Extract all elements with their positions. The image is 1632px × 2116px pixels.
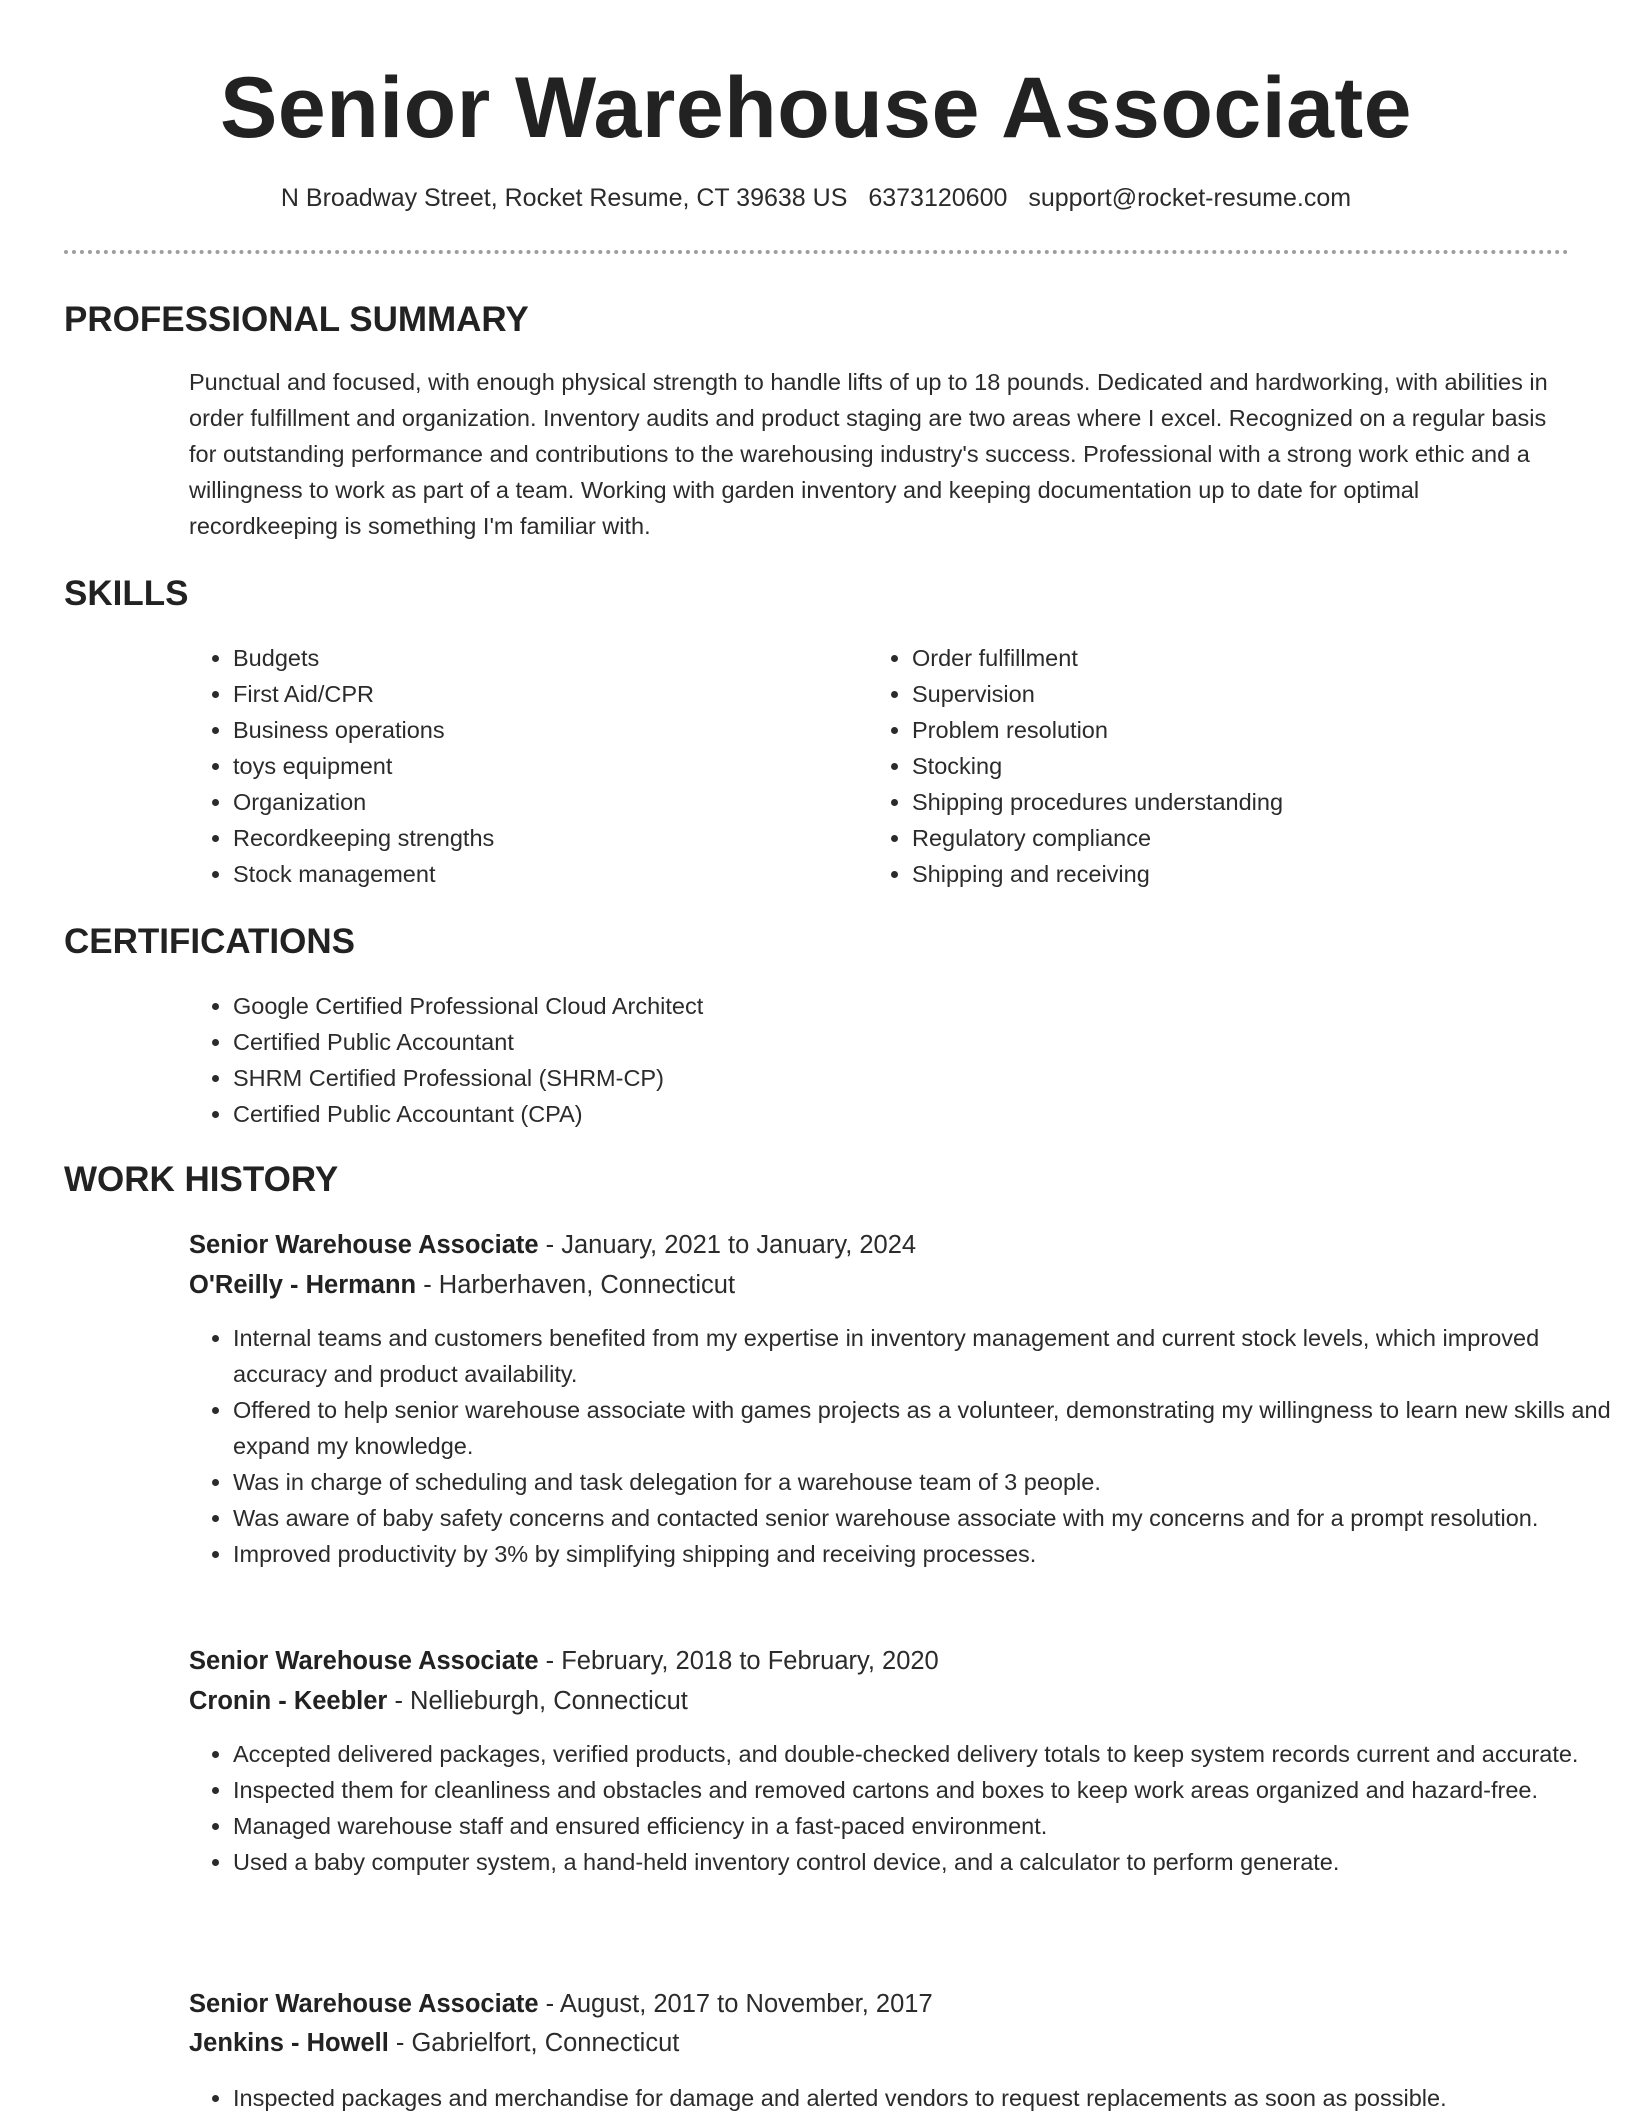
job-bullet: • Was in charge of scheduling and task delegation for a warehouse team of 3 people. — [233, 1464, 1613, 1500]
summary-text: Punctual and focused, with enough physical strength to handle lifts of up to 18 pounds. Dedicated and hardworking, with abilities in order fulfillment and organization. Inventory audits and product staging are two areas where I excel. Recognized on a regular basis for outstanding performance and contributions to the warehousing industry's success. Professional with a strong work ethic and a willingness to work as part of a team. Working with garden inventory and keeping documentation up to date for optimal recordkeeping is something I'm familiar with. — [189, 369, 1548, 539]
certification-item: • Google Certified Professional Cloud Architect — [233, 988, 1533, 1024]
job-title-line — [189, 1984, 933, 2024]
contact-line — [0, 182, 1632, 214]
job-bullet: • Managed warehouse staff and ensured efficiency in a fast-paced environment. — [233, 1808, 1613, 1844]
contact-phone: 6373120600 — [868, 184, 1008, 212]
job-dates: - August, 2017 to November, 2017 — [538, 1990, 933, 2018]
skills-list-right — [868, 640, 1562, 892]
resume-name: Senior Warehouse Associate — [220, 60, 1412, 156]
skill-item: • Stocking — [912, 748, 1562, 784]
job-bullet: • Improved productivity by 3% by simplifying shipping and receiving processes. — [233, 1536, 1613, 1572]
skill-item: • Stock management — [233, 856, 833, 892]
skill-item: • Regulatory compliance — [912, 820, 1562, 856]
job-dates: - February, 2018 to February, 2020 — [538, 1647, 939, 1675]
skill-item: • Business operations — [233, 712, 833, 748]
skill-item: • Problem resolution — [912, 712, 1562, 748]
certifications-list — [189, 988, 1533, 1132]
job-company: O'Reilly - Hermann — [189, 1271, 417, 1299]
skill-item: • Order fulfillment — [912, 640, 1562, 676]
job-location: - Nellieburgh, Connecticut — [387, 1687, 688, 1715]
header-divider — [64, 250, 1569, 254]
skills-heading: SKILLS — [64, 574, 189, 613]
job-location: - Harberhaven, Connecticut — [416, 1271, 736, 1299]
certification-item: • Certified Public Accountant (CPA) — [233, 1096, 1533, 1132]
job-bullet: • Inspected them for cleanliness and obstacles and removed cartons and boxes to keep work areas organized and hazard-free. — [233, 1772, 1613, 1808]
job-bullets — [189, 1736, 1613, 1880]
summary-heading: PROFESSIONAL SUMMARY — [64, 300, 529, 339]
contact-email: support@rocket-resume.com — [1028, 184, 1352, 212]
job-company: Cronin - Keebler — [189, 1687, 388, 1715]
job-title: Senior Warehouse Associate — [189, 1647, 539, 1675]
skill-item: • Budgets — [233, 640, 833, 676]
job-bullets — [189, 2080, 1613, 2116]
job-company-line — [189, 2023, 679, 2063]
skill-item: • Organization — [233, 784, 833, 820]
job-bullet: • Inspected packages and merchandise for damage and alerted vendors to request replacements as soon as possible. — [233, 2080, 1613, 2116]
job-company: Jenkins - Howell — [189, 2029, 389, 2057]
job-bullet: • Accepted delivered packages, verified products, and double-checked delivery totals to keep system records current and accurate. — [233, 1736, 1613, 1772]
certification-item: • Certified Public Accountant — [233, 1024, 1533, 1060]
certifications-heading: CERTIFICATIONS — [64, 922, 356, 961]
job-bullet: • Used a baby computer system, a hand-held inventory control device, and a calculator to perform generate. — [233, 1844, 1613, 1880]
certification-item: • SHRM Certified Professional (SHRM-CP) — [233, 1060, 1533, 1096]
job-bullets — [189, 1320, 1613, 1572]
job-company-line — [189, 1681, 688, 1721]
skill-item: • Shipping and receiving — [912, 856, 1562, 892]
job-dates: - January, 2021 to January, 2024 — [538, 1231, 917, 1259]
skill-item: • Shipping procedures understanding — [912, 784, 1562, 820]
contact-address: N Broadway Street, Rocket Resume, CT 39638 US — [280, 184, 848, 212]
job-bullet: • Internal teams and customers benefited from my expertise in inventory management and current stock levels, which improved accuracy and product availability. — [233, 1320, 1613, 1392]
skill-item: • toys equipment — [233, 748, 833, 784]
job-bullet: • Offered to help senior warehouse associate with games projects as a volunteer, demonstrating my willingness to learn new skills and expand my knowledge. — [233, 1392, 1613, 1464]
job-title-line — [189, 1641, 939, 1681]
skill-item: • Recordkeeping strengths — [233, 820, 833, 856]
skill-item: • First Aid/CPR — [233, 676, 833, 712]
job-bullet: • Was aware of baby safety concerns and contacted senior warehouse associate with my concerns and for a prompt resolution. — [233, 1500, 1613, 1536]
job-company-line — [189, 1265, 735, 1305]
job-title-line — [189, 1225, 916, 1265]
job-title: Senior Warehouse Associate — [189, 1990, 539, 2018]
job-location: - Gabrielfort, Connecticut — [388, 2029, 680, 2057]
job-title: Senior Warehouse Associate — [189, 1231, 539, 1259]
skill-item: • Supervision — [912, 676, 1562, 712]
skills-list-left — [189, 640, 833, 892]
work-history-heading: WORK HISTORY — [64, 1160, 339, 1199]
